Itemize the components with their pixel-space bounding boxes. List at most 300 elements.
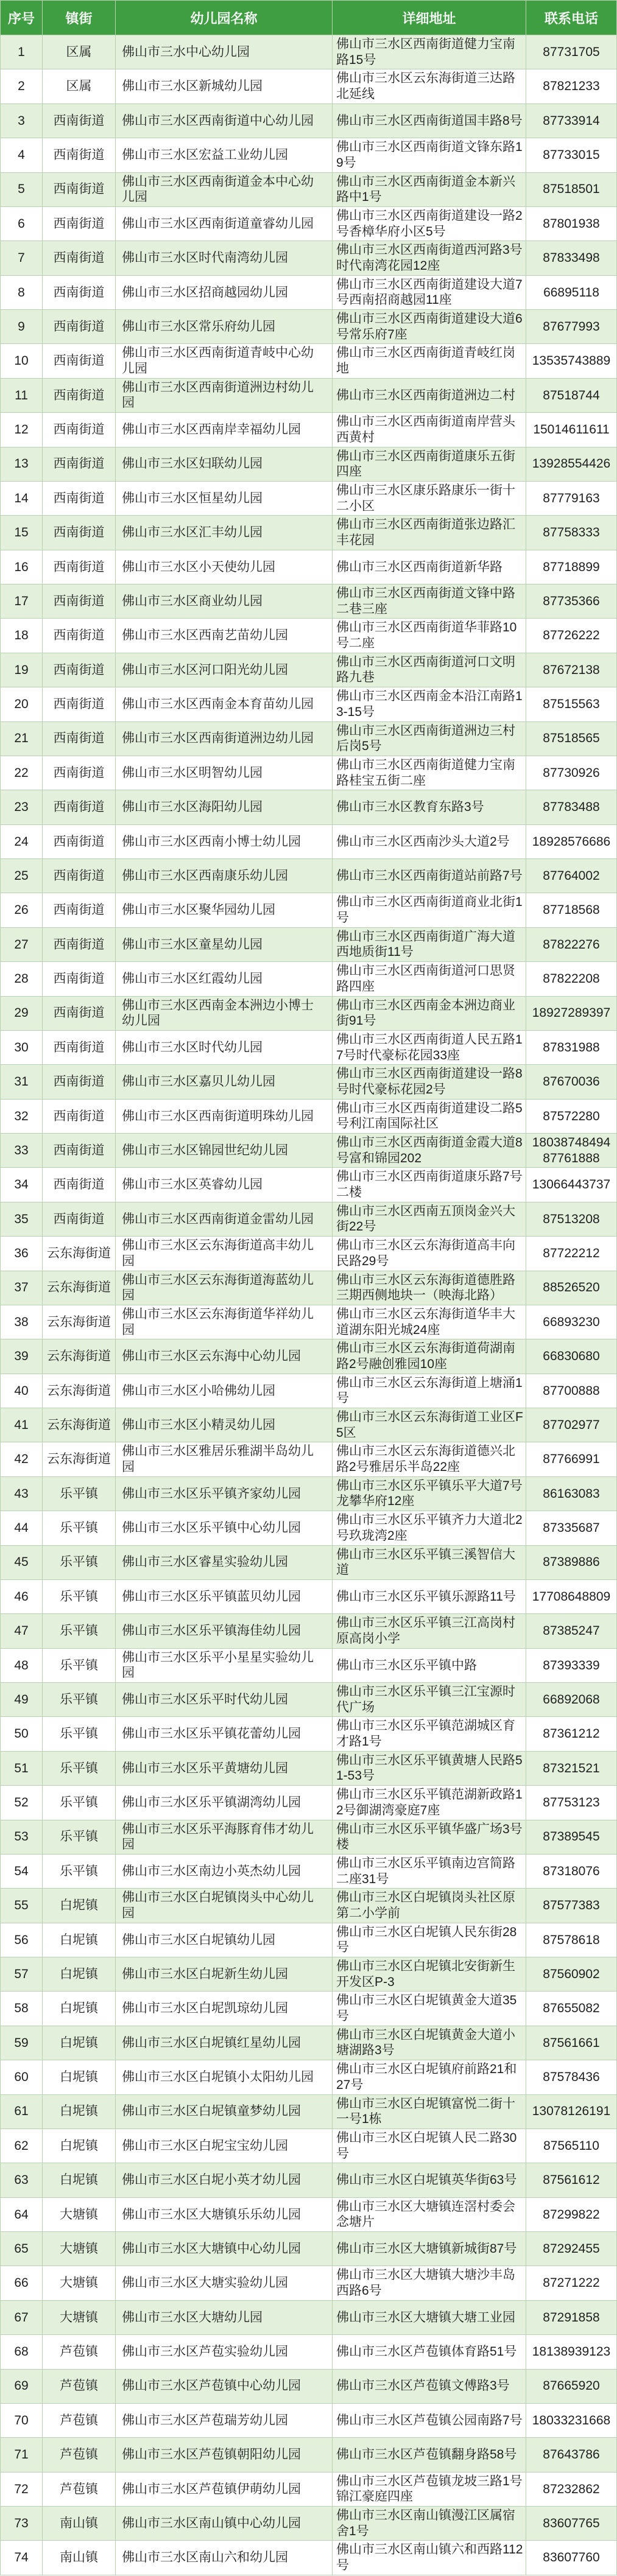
cell-phone: 13928554426 [526,447,617,482]
cell-index: 47 [0,1614,43,1648]
cell-phone: 87578618 [526,1923,617,1957]
cell-town: 白坭镇 [43,1992,116,2026]
table-row [0,413,617,447]
cell-phone: 87718568 [526,893,617,927]
cell-address: 佛山市三水区乐平镇乐平大道7号龙攀华府12座 [333,1477,526,1511]
cell-kindergarten-name: 佛山市三水区小哈佛幼儿园 [116,1374,333,1408]
cell-address: 佛山市三水区康乐路康乐一街十二小区 [333,482,526,516]
cell-index: 24 [0,825,43,859]
cell-kindergarten-name: 佛山市三水区云东海街道华祥幼儿园 [116,1305,333,1339]
cell-index: 70 [0,2404,43,2438]
table-row [0,790,617,824]
cell-kindergarten-name: 佛山市三水区白坭新生幼儿园 [116,1957,333,1992]
cell-kindergarten-name: 佛山市三水区西南小博士幼儿园 [116,825,333,859]
cell-kindergarten-name: 佛山市三水区乐平黄塘幼儿园 [116,1752,333,1786]
cell-kindergarten-name: 佛山市三水区商业幼儿园 [116,584,333,619]
cell-index: 42 [0,1442,43,1476]
table-row [0,825,617,859]
cell-phone: 87518744 [526,379,617,413]
cell-phone: 87513208 [526,1202,617,1237]
table-row [0,1134,617,1168]
table-row [0,653,617,687]
cell-kindergarten-name: 佛山市三水区芦苞镇伊萌幼儿园 [116,2472,333,2507]
cell-index: 1 [0,35,43,69]
table-row [0,1237,617,1271]
table-row [0,1477,617,1511]
table-row [0,447,617,482]
cell-address: 佛山市三水区乐平镇中路 [333,1649,526,1683]
cell-town: 大塘镇 [43,2301,116,2335]
cell-phone: 87764002 [526,859,617,893]
table-row [0,2438,617,2472]
cell-town: 乐平镇 [43,1580,116,1614]
table-row [0,138,617,172]
cell-phone: 66830680 [526,1339,617,1374]
table-row [0,1683,617,1717]
cell-index: 23 [0,790,43,824]
cell-kindergarten-name: 佛山市三水区英睿幼儿园 [116,1168,333,1202]
cell-town: 大塘镇 [43,2232,116,2266]
cell-town: 乐平镇 [43,1752,116,1786]
cell-phone: 87801938 [526,207,617,241]
cell-index: 29 [0,997,43,1031]
cell-kindergarten-name: 佛山市三水区时代南湾幼儿园 [116,241,333,275]
cell-phone: 87665920 [526,2370,617,2404]
cell-address: 佛山市三水区白坭镇富悦二街十一号1栋 [333,2095,526,2129]
cell-address: 佛山市三水区白坭镇黄金大道小塘湖路3号 [333,2026,526,2060]
header-town: 镇街 [43,0,116,35]
cell-phone: 87385247 [526,1614,617,1648]
cell-phone: 87822276 [526,928,617,962]
cell-phone: 17708648809 [526,1580,617,1614]
cell-town: 乐平镇 [43,1546,116,1580]
cell-kindergarten-name: 佛山市三水区白坭镇幼儿园 [116,1923,333,1957]
cell-phone: 87733914 [526,104,617,138]
cell-phone: 87271222 [526,2266,617,2300]
cell-kindergarten-name: 佛山市三水区西南街道中心幼儿园 [116,104,333,138]
cell-town: 区属 [43,35,116,69]
cell-kindergarten-name: 佛山市三水区西南艺苗幼儿园 [116,619,333,653]
table-row [0,1889,617,1923]
cell-town: 西南街道 [43,516,116,550]
cell-address: 佛山市三水区乐平镇华盛广场3号楼 [333,1820,526,1855]
cell-address: 佛山市三水区白坭镇北安街新生开发区P-3 [333,1957,526,1992]
cell-kindergarten-name: 佛山市三水区西南街道金本中心幼儿园 [116,173,333,207]
cell-index: 55 [0,1889,43,1923]
table-row [0,893,617,927]
cell-address: 佛山市三水区西南街道建设大道6号常乐府7座 [333,310,526,344]
cell-phone: 87766991 [526,1442,617,1476]
cell-town: 西南街道 [43,893,116,927]
cell-address: 佛山市三水区乐平镇三江高岗村原高岗小学 [333,1614,526,1648]
cell-town: 白坭镇 [43,1889,116,1923]
cell-town: 云东海街道 [43,1237,116,1271]
cell-phone: 13078126191 [526,2095,617,2129]
cell-town: 白坭镇 [43,2060,116,2094]
cell-index: 31 [0,1065,43,1099]
cell-kindergarten-name: 佛山市三水区明智幼儿园 [116,756,333,790]
cell-phone: 18928576686 [526,825,617,859]
cell-index: 21 [0,722,43,756]
cell-phone: 87779163 [526,482,617,516]
table-row [0,2163,617,2197]
cell-address: 佛山市三水区西南街道青岐红岗地 [333,344,526,378]
cell-kindergarten-name: 佛山市三水区汇丰幼儿园 [116,516,333,550]
cell-kindergarten-name: 佛山市三水区童星幼儿园 [116,928,333,962]
cell-phone: 15014611611 [526,413,617,447]
table-row [0,962,617,996]
table-row [0,2541,617,2575]
cell-kindergarten-name: 佛山市三水区芦苞镇朝阳幼儿园 [116,2438,333,2472]
cell-phone: 87518565 [526,722,617,756]
cell-town: 西南街道 [43,825,116,859]
cell-address: 佛山市三水区白坭镇人民二路30号 [333,2129,526,2163]
cell-index: 17 [0,584,43,619]
cell-kindergarten-name: 佛山市三水区乐平镇海佳幼儿园 [116,1614,333,1648]
cell-index: 16 [0,550,43,584]
table-row [0,2335,617,2369]
table-row [0,1855,617,1889]
cell-town: 白坭镇 [43,2026,116,2060]
table-header-row [0,0,617,35]
cell-phone: 88526520 [526,1271,617,1305]
cell-kindergarten-name: 佛山市三水区白坭镇小太阳幼儿园 [116,2060,333,2094]
cell-index: 65 [0,2232,43,2266]
table-row [0,2472,617,2507]
cell-index: 33 [0,1134,43,1168]
cell-town: 西南街道 [43,687,116,721]
cell-address: 佛山市三水区云东海街道三达路北延线 [333,69,526,104]
cell-address: 佛山市三水区乐平镇三江宝源时代广场 [333,1683,526,1717]
cell-phone: 87783488 [526,790,617,824]
cell-town: 乐平镇 [43,1511,116,1545]
cell-town: 西南街道 [43,859,116,893]
cell-kindergarten-name: 佛山市三水区小天使幼儿园 [116,550,333,584]
cell-town: 西南街道 [43,1100,116,1134]
cell-kindergarten-name: 佛山市三水区芦苞实验幼儿园 [116,2335,333,2369]
cell-phone: 87702977 [526,1408,617,1442]
cell-town: 西南街道 [43,138,116,172]
cell-kindergarten-name: 佛山市三水区恒星幼儿园 [116,482,333,516]
cell-phone: 13066443737 [526,1168,617,1202]
cell-phone: 87821233 [526,69,617,104]
table-row [0,1511,617,1545]
table-row [0,241,617,275]
cell-town: 云东海街道 [43,1408,116,1442]
table-row [0,1752,617,1786]
cell-address: 佛山市三水区大塘镇新城街87号 [333,2232,526,2266]
cell-address: 佛山市三水区西南街道康乐五街四座 [333,447,526,482]
cell-phone: 87655082 [526,1992,617,2026]
cell-phone: 87700888 [526,1374,617,1408]
cell-index: 13 [0,447,43,482]
cell-kindergarten-name: 佛山市三水区白坭镇岗头中心幼儿园 [116,1889,333,1923]
cell-kindergarten-name: 佛山市三水区睿星实验幼儿园 [116,1546,333,1580]
cell-address: 佛山市三水区西南街道建设一路8号时代豪标花园2号 [333,1065,526,1099]
cell-town: 西南街道 [43,756,116,790]
cell-town: 西南街道 [43,722,116,756]
table-row [0,2129,617,2163]
cell-index: 34 [0,1168,43,1202]
cell-phone: 87572280 [526,1100,617,1134]
cell-kindergarten-name: 佛山市三水区西南街道童睿幼儿园 [116,207,333,241]
cell-kindergarten-name: 佛山市三水区白坭小英才幼儿园 [116,2163,333,2197]
table-row [0,2198,617,2232]
cell-address: 佛山市三水区白坭镇英华街63号 [333,2163,526,2197]
cell-index: 71 [0,2438,43,2472]
cell-address: 佛山市三水区西南街道西河路3号时代南湾花园12座 [333,241,526,275]
cell-index: 69 [0,2370,43,2404]
cell-phone: 87321521 [526,1752,617,1786]
cell-address: 佛山市三水区云东海街道德兴北路2号雅居乐半岛22座 [333,1442,526,1476]
cell-address: 佛山市三水区乐平镇南边宫简路二座31号 [333,1855,526,1889]
cell-index: 19 [0,653,43,687]
table-row [0,1957,617,1992]
cell-kindergarten-name: 佛山市三水区小精灵幼儿园 [116,1408,333,1442]
cell-town: 西南街道 [43,447,116,482]
cell-town: 云东海街道 [43,1305,116,1339]
cell-kindergarten-name: 佛山市三水区宏益工业幼儿园 [116,138,333,172]
cell-index: 27 [0,928,43,962]
cell-address: 佛山市三水区西南街道洲边三村后岗5号 [333,722,526,756]
cell-town: 芦苞镇 [43,2404,116,2438]
cell-town: 云东海街道 [43,1442,116,1476]
cell-index: 8 [0,276,43,310]
table-row [0,1305,617,1339]
cell-index: 46 [0,1580,43,1614]
cell-index: 2 [0,69,43,104]
cell-kindergarten-name: 佛山市三水区海阳幼儿园 [116,790,333,824]
cell-phone: 18138939123 [526,2335,617,2369]
cell-town: 大塘镇 [43,2198,116,2232]
cell-index: 7 [0,241,43,275]
table-row [0,1442,617,1476]
cell-address: 佛山市三水区西南街道健力宝南路桂宝五街二座 [333,756,526,790]
cell-kindergarten-name: 佛山市三水区聚华园幼儿园 [116,893,333,927]
cell-address: 佛山市三水区西南街道建设一路2号香樟华府小区5号 [333,207,526,241]
cell-town: 乐平镇 [43,1855,116,1889]
cell-town: 西南街道 [43,379,116,413]
cell-address: 佛山市三水区云东海街道华丰大道湖东阳光城24座 [333,1305,526,1339]
cell-town: 西南街道 [43,1065,116,1099]
cell-address: 佛山市三水区西南街道人民五路17号时代豪标花园33座 [333,1031,526,1065]
cell-address: 佛山市三水区大塘镇大塘工业园 [333,2301,526,2335]
cell-index: 66 [0,2266,43,2300]
cell-address: 佛山市三水区西南街道站前路7号 [333,859,526,893]
cell-phone: 87672138 [526,653,617,687]
table-row [0,104,617,138]
cell-address: 佛山市三水区西南街道康乐路7号二楼 [333,1168,526,1202]
cell-kindergarten-name: 佛山市三水区云东海街道海蓝幼儿园 [116,1271,333,1305]
cell-kindergarten-name: 佛山市三水区西南街道洲边村幼儿园 [116,379,333,413]
cell-address: 佛山市三水区西南街道商业北街1号 [333,893,526,927]
cell-index: 56 [0,1923,43,1957]
cell-phone: 87389545 [526,1820,617,1855]
cell-address: 佛山市三水区西南街道华菲路10号二座 [333,619,526,653]
cell-address: 佛山市三水区西南街道洲边二村 [333,379,526,413]
table-row [0,1546,617,1580]
cell-town: 西南街道 [43,310,116,344]
cell-town: 乐平镇 [43,1717,116,1751]
header-index: 序号 [0,0,43,35]
cell-kindergarten-name: 佛山市三水区时代幼儿园 [116,1031,333,1065]
table-row [0,2026,617,2060]
cell-kindergarten-name: 佛山市三水区白坭镇红星幼儿园 [116,2026,333,2060]
cell-phone: 87718899 [526,550,617,584]
cell-town: 西南街道 [43,104,116,138]
cell-address: 佛山市三水区大塘镇连滘村委会念塘片 [333,2198,526,2232]
cell-phone: 87831988 [526,1031,617,1065]
cell-phone: 83607760 [526,2541,617,2575]
cell-index: 48 [0,1649,43,1683]
cell-phone: 87730926 [526,756,617,790]
cell-town: 西南街道 [43,413,116,447]
cell-town: 西南街道 [43,276,116,310]
table-row [0,1065,617,1099]
cell-kindergarten-name: 佛山市三水区西南金本育苗幼儿园 [116,687,333,721]
cell-phone: 87318076 [526,1855,617,1889]
cell-address: 佛山市三水区乐平镇范湖城区育才路1号 [333,1717,526,1751]
cell-address: 佛山市三水区云东海街道高丰向民路29号 [333,1237,526,1271]
cell-town: 芦苞镇 [43,2370,116,2404]
cell-address: 佛山市三水区芦苞镇翻身路58号 [333,2438,526,2472]
cell-kindergarten-name: 佛山市三水区妇联幼儿园 [116,447,333,482]
cell-address: 佛山市三水区西南街道南岸营头西黄村 [333,413,526,447]
table-row [0,928,617,962]
cell-phone: 87577383 [526,1889,617,1923]
cell-phone: 87561612 [526,2163,617,2197]
cell-town: 区属 [43,69,116,104]
cell-kindergarten-name: 佛山市三水区乐平小星星实验幼儿园 [116,1649,333,1683]
cell-town: 南山镇 [43,2507,116,2541]
cell-index: 3 [0,104,43,138]
cell-phone: 87833498 [526,241,617,275]
table-row [0,482,617,516]
cell-kindergarten-name: 佛山市三水区西南康乐幼儿园 [116,859,333,893]
cell-town: 乐平镇 [43,1683,116,1717]
cell-town: 西南街道 [43,962,116,996]
cell-index: 57 [0,1957,43,1992]
cell-phone: 87758333 [526,516,617,550]
cell-index: 49 [0,1683,43,1717]
cell-kindergarten-name: 佛山市三水区乐平镇蓝贝幼儿园 [116,1580,333,1614]
cell-index: 67 [0,2301,43,2335]
cell-phone: 18927289397 [526,997,617,1031]
table-row [0,2507,617,2541]
cell-kindergarten-name: 佛山市三水区芦苞瑞芳幼儿园 [116,2404,333,2438]
cell-index: 30 [0,1031,43,1065]
cell-phone: 87389886 [526,1546,617,1580]
cell-address: 佛山市三水区教育东路3号 [333,790,526,824]
cell-index: 22 [0,756,43,790]
table-row [0,1168,617,1202]
cell-phone: 87731705 [526,35,617,69]
cell-kindergarten-name: 佛山市三水区红霞幼儿园 [116,962,333,996]
cell-phone: 87822208 [526,962,617,996]
cell-address: 佛山市三水区西南金本沿江南路13-15号 [333,687,526,721]
cell-town: 乐平镇 [43,1649,116,1683]
cell-town: 芦苞镇 [43,2335,116,2369]
cell-address: 佛山市三水区芦苞镇文傅路3号 [333,2370,526,2404]
cell-index: 40 [0,1374,43,1408]
cell-phone: 87643786 [526,2438,617,2472]
cell-address: 佛山市三水区乐平镇三溪智信大道 [333,1546,526,1580]
cell-index: 72 [0,2472,43,2507]
table-row [0,2404,617,2438]
cell-index: 68 [0,2335,43,2369]
cell-phone: 87561661 [526,2026,617,2060]
cell-kindergarten-name: 佛山市三水区雅居乐雅湖半岛幼儿园 [116,1442,333,1476]
cell-index: 54 [0,1855,43,1889]
cell-index: 58 [0,1992,43,2026]
table-row [0,1580,617,1614]
cell-town: 西南街道 [43,550,116,584]
cell-phone: 87560902 [526,1957,617,1992]
cell-address: 佛山市三水区白坭镇府前路21和27号 [333,2060,526,2094]
cell-address: 佛山市三水区西南街道建设二路5号利江南国际社区 [333,1100,526,1134]
cell-address: 佛山市三水区西南街道张边路汇丰花园 [333,516,526,550]
table-body [0,35,617,2575]
table-row [0,1374,617,1408]
table-row [0,687,617,721]
table-row [0,619,617,653]
cell-town: 西南街道 [43,928,116,962]
cell-kindergarten-name: 佛山市三水区新城幼儿园 [116,69,333,104]
cell-town: 南山镇 [43,2541,116,2575]
cell-town: 西南街道 [43,584,116,619]
cell-index: 63 [0,2163,43,2197]
cell-town: 西南街道 [43,482,116,516]
cell-address: 佛山市三水区白坭镇人民东街28号 [333,1923,526,1957]
cell-address: 佛山市三水区西南五顶岗金兴大街22号 [333,1202,526,1237]
cell-index: 11 [0,379,43,413]
cell-address: 佛山市三水区乐平镇乐源路11号 [333,1580,526,1614]
cell-index: 9 [0,310,43,344]
cell-town: 白坭镇 [43,1957,116,1992]
cell-town: 西南街道 [43,173,116,207]
cell-phone: 66893230 [526,1305,617,1339]
cell-kindergarten-name: 佛山市三水区白坭镇童梦幼儿园 [116,2095,333,2129]
cell-town: 西南街道 [43,653,116,687]
cell-address: 佛山市三水区西南街道河口文明路九巷 [333,653,526,687]
cell-town: 西南街道 [43,1134,116,1168]
cell-index: 32 [0,1100,43,1134]
cell-kindergarten-name: 佛山市三水区大塘幼儿园 [116,2301,333,2335]
table-row [0,1100,617,1134]
cell-address: 佛山市三水区芦苞镇龙坡三路1号锦江豪庭四座 [333,2472,526,2507]
table-row [0,550,617,584]
table-row [0,2370,617,2404]
cell-index: 28 [0,962,43,996]
cell-index: 5 [0,173,43,207]
table-row [0,1786,617,1820]
cell-town: 云东海街道 [43,1339,116,1374]
cell-phone: 87733015 [526,138,617,172]
cell-address: 佛山市三水区乐平镇范湖新政路12号御湖湾豪庭7座 [333,1786,526,1820]
cell-kindergarten-name: 佛山市三水区乐平镇花蕾幼儿园 [116,1717,333,1751]
cell-town: 芦苞镇 [43,2438,116,2472]
table-row [0,344,617,378]
table-row [0,276,617,310]
cell-index: 38 [0,1305,43,1339]
cell-town: 云东海街道 [43,1374,116,1408]
cell-address: 佛山市三水区大塘镇大塘沙丰岛西路6号 [333,2266,526,2300]
header-address: 详细地址 [333,0,526,35]
cell-index: 41 [0,1408,43,1442]
cell-town: 白坭镇 [43,1923,116,1957]
cell-kindergarten-name: 佛山市三水区嘉贝儿幼儿园 [116,1065,333,1099]
cell-address: 佛山市三水区云东海街道荷湖南路2号融创雅园10座 [333,1339,526,1374]
